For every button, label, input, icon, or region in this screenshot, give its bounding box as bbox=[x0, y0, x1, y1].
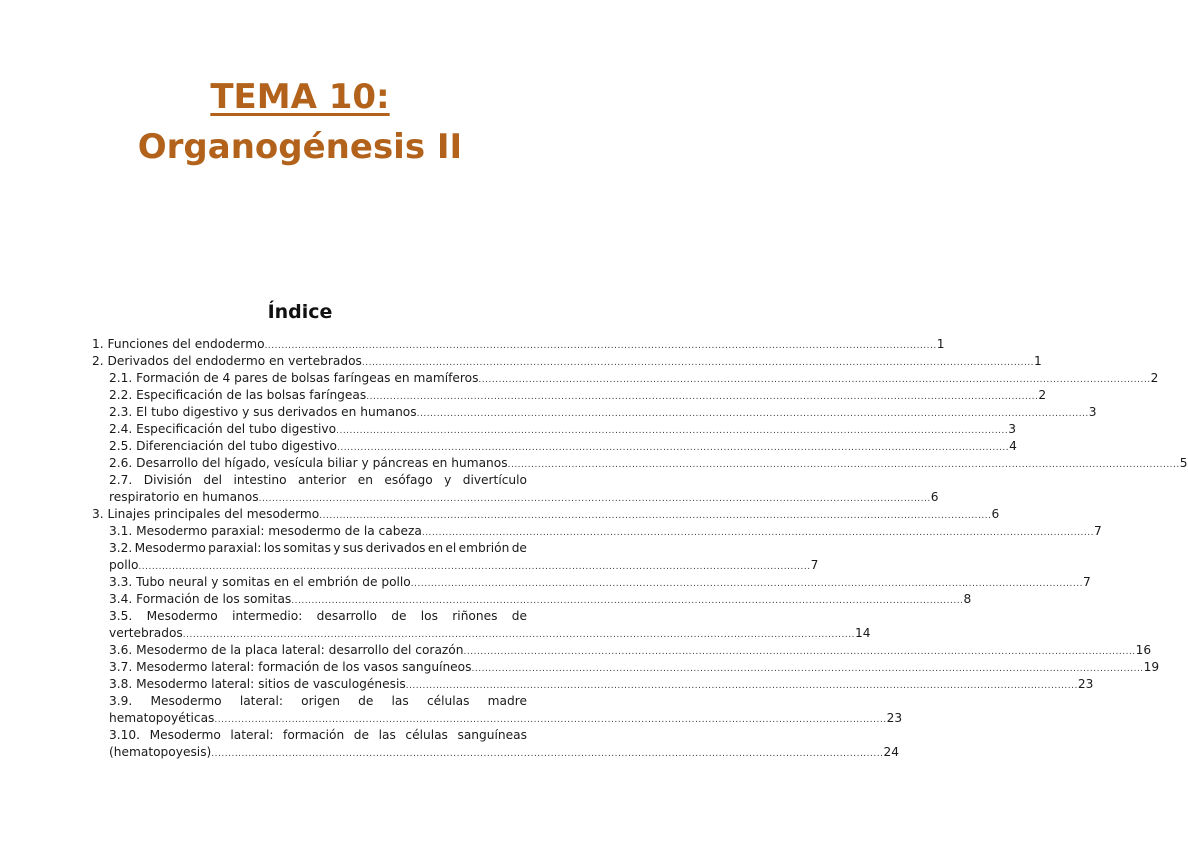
toc-entry-title: 3.4. Formación de los somitas bbox=[109, 592, 292, 606]
toc-line bbox=[109, 727, 527, 744]
toc-entry-title: 2.3. El tubo digestivo y sus derivados en humanos bbox=[109, 405, 417, 419]
toc-word: paraxial: bbox=[208, 541, 262, 555]
toc-entry-title: vertebrados bbox=[109, 626, 183, 640]
toc-entry-title: 2.4. Especificación del tubo digestivo bbox=[109, 422, 337, 436]
toc-page-number: 2 bbox=[1038, 388, 1047, 402]
toc-word: de bbox=[353, 728, 370, 742]
toc-word: intermedio: bbox=[232, 609, 303, 623]
dot-leader: ........................................................................................................................................................................................................ bbox=[291, 596, 964, 606]
toc-word: derivados bbox=[365, 541, 426, 555]
dot-leader: ........................................................................................................................................................................................................ bbox=[507, 460, 1180, 470]
dot-leader: ........................................................................................................................................................................................................ bbox=[405, 681, 1078, 691]
toc-word: intestino bbox=[233, 473, 287, 487]
toc-word: riñones bbox=[452, 609, 498, 623]
toc-word: células bbox=[426, 694, 470, 708]
toc-word: en bbox=[357, 473, 373, 487]
toc-word: y bbox=[333, 541, 341, 555]
toc-entry-title: 2.1. Formación de 4 pares de bolsas faríngeas en mamíferos bbox=[109, 371, 479, 385]
dot-leader: ........................................................................................................................................................................................................ bbox=[336, 443, 1010, 453]
toc-entry-title: 3.6. Mesodermo de la placa lateral: desarrollo del corazón bbox=[109, 643, 464, 657]
toc-word: anterior bbox=[297, 473, 347, 487]
toc-word: madre bbox=[487, 694, 527, 708]
toc-page-number: 1 bbox=[936, 337, 945, 351]
toc-word: 3.10. bbox=[109, 728, 141, 742]
toc-entry-title: 3.7. Mesodermo lateral: formación de los vasos sanguíneos bbox=[109, 660, 472, 674]
toc-word: de bbox=[511, 609, 527, 623]
toc-page-number: 14 bbox=[854, 626, 871, 640]
toc-line bbox=[109, 472, 527, 489]
toc-word: lateral: bbox=[239, 694, 283, 708]
dot-leader: ........................................................................................................................................................................................................ bbox=[182, 630, 855, 640]
dot-leader: ........................................................................................................................................................................................................ bbox=[211, 749, 884, 759]
toc-word: Mesodermo bbox=[150, 694, 222, 708]
toc-line bbox=[109, 608, 527, 625]
toc-word: Mesodermo bbox=[149, 728, 221, 742]
toc-word: los bbox=[420, 609, 438, 623]
toc-page-number: 7 bbox=[1094, 524, 1102, 538]
toc-page-number: 6 bbox=[930, 490, 939, 504]
toc-page-number: 2 bbox=[1150, 371, 1159, 385]
toc-word: 3.9. bbox=[109, 694, 133, 708]
toc-word: de bbox=[391, 609, 407, 623]
toc-word: origen bbox=[301, 694, 340, 708]
toc-page-number: 8 bbox=[963, 592, 972, 606]
toc-word: en bbox=[427, 541, 444, 555]
dot-leader: ........................................................................................................................................................................................................ bbox=[214, 715, 887, 725]
toc-page-number: 16 bbox=[1135, 643, 1152, 657]
toc-word: División bbox=[143, 473, 192, 487]
toc-word: de bbox=[511, 541, 527, 555]
toc-word: Mesodermo bbox=[146, 609, 218, 623]
index-heading: Índice bbox=[267, 301, 333, 323]
toc-word: sanguíneas bbox=[457, 728, 527, 742]
toc-word: 3.2. bbox=[109, 541, 133, 555]
toc-word: esófago bbox=[384, 473, 433, 487]
dot-leader: ........................................................................................................................................................................................................ bbox=[421, 528, 1094, 538]
toc-page-number: 3 bbox=[1008, 422, 1017, 436]
toc-word: las bbox=[378, 728, 396, 742]
toc-word: formación bbox=[283, 728, 345, 742]
toc-word: embrión bbox=[458, 541, 510, 555]
dot-leader: ........................................................................................................................................................................................................ bbox=[361, 358, 1035, 368]
toc-word: de bbox=[358, 694, 374, 708]
toc-page-number: 7 bbox=[1082, 575, 1091, 589]
toc-entry bbox=[109, 744, 899, 763]
toc-page-number: 23 bbox=[1077, 677, 1094, 691]
toc-word: 2.7. bbox=[109, 473, 133, 487]
toc-word: Mesodermo bbox=[134, 541, 206, 555]
dot-leader: ........................................................................................................................................................................................................ bbox=[471, 664, 1144, 674]
dot-leader: ........................................................................................................................................................................................................ bbox=[258, 494, 931, 504]
dot-leader: ........................................................................................................................................................................................................ bbox=[463, 647, 1136, 657]
toc-line bbox=[109, 540, 527, 557]
title-line-2: Organogénesis II bbox=[137, 127, 463, 167]
dot-leader: ........................................................................................................................................................................................................ bbox=[138, 562, 811, 572]
toc-word: células bbox=[405, 728, 448, 742]
toc-page-number: 6 bbox=[991, 507, 1000, 521]
toc-entry-title: pollo bbox=[109, 558, 139, 572]
dot-leader: ........................................................................................................................................................................................................ bbox=[410, 579, 1083, 589]
toc-word: del bbox=[203, 473, 223, 487]
toc-entry-title: 2.6. Desarrollo del hígado, vesícula biliar y páncreas en humanos bbox=[109, 456, 508, 470]
toc-page-number: 4 bbox=[1009, 439, 1017, 453]
toc-word: y bbox=[444, 473, 452, 487]
dot-leader: ........................................................................................................................................................................................................ bbox=[319, 511, 992, 521]
toc-word: lateral: bbox=[230, 728, 274, 742]
toc-word: somitas bbox=[283, 541, 331, 555]
toc-page-number: 23 bbox=[886, 711, 903, 725]
toc-entry-title: 1. Funciones del endodermo bbox=[92, 337, 265, 351]
dot-leader: ........................................................................................................................................................................................................ bbox=[264, 341, 937, 351]
toc-page-number: 5 bbox=[1179, 456, 1188, 470]
toc-word: las bbox=[391, 694, 409, 708]
toc-page-number: 7 bbox=[810, 558, 819, 572]
toc-word: 3.5. bbox=[109, 609, 133, 623]
dot-leader: ........................................................................................................................................................................................................ bbox=[416, 409, 1089, 419]
toc-word: divertículo bbox=[462, 473, 527, 487]
toc-word: los bbox=[263, 541, 281, 555]
toc-page-number: 19 bbox=[1143, 660, 1160, 674]
toc-entry-title: 3.1. Mesodermo paraxial: mesodermo de la cabeza bbox=[109, 524, 422, 538]
dot-leader: ........................................................................................................................................................................................................ bbox=[478, 375, 1151, 385]
toc-word: desarrollo bbox=[316, 609, 377, 623]
toc-entry-title: 3.8. Mesodermo lateral: sitios de vasculogénesis bbox=[109, 677, 406, 691]
toc-entry-title: 2. Derivados del endodermo en vertebrados bbox=[92, 354, 362, 368]
toc-page-number: 24 bbox=[883, 745, 899, 759]
toc-entry-title: hematopoyéticas bbox=[109, 711, 215, 725]
toc-word: el bbox=[445, 541, 457, 555]
toc-word: sus bbox=[342, 541, 364, 555]
toc-page-number: 1 bbox=[1034, 354, 1042, 368]
toc-entry-title: 3.3. Tubo neural y somitas en el embrión de pollo bbox=[109, 575, 411, 589]
toc-page-number: 3 bbox=[1088, 405, 1097, 419]
dot-leader: ........................................................................................................................................................................................................ bbox=[336, 426, 1009, 436]
dot-leader: ........................................................................................................................................................................................................ bbox=[366, 392, 1039, 402]
title-line-1: TEMA 10: bbox=[210, 77, 390, 117]
toc-entry-title: 2.5. Diferenciación del tubo digestivo bbox=[109, 439, 337, 453]
toc-entry-title: 2.2. Especificación de las bolsas faríngeas bbox=[109, 388, 367, 402]
toc-entry-title: (hematopoyesis) bbox=[109, 745, 212, 759]
toc-entry-title: 3. Linajes principales del mesodermo bbox=[92, 507, 320, 521]
toc-entry-title: respiratorio en humanos bbox=[109, 490, 259, 504]
toc-line bbox=[109, 693, 527, 710]
